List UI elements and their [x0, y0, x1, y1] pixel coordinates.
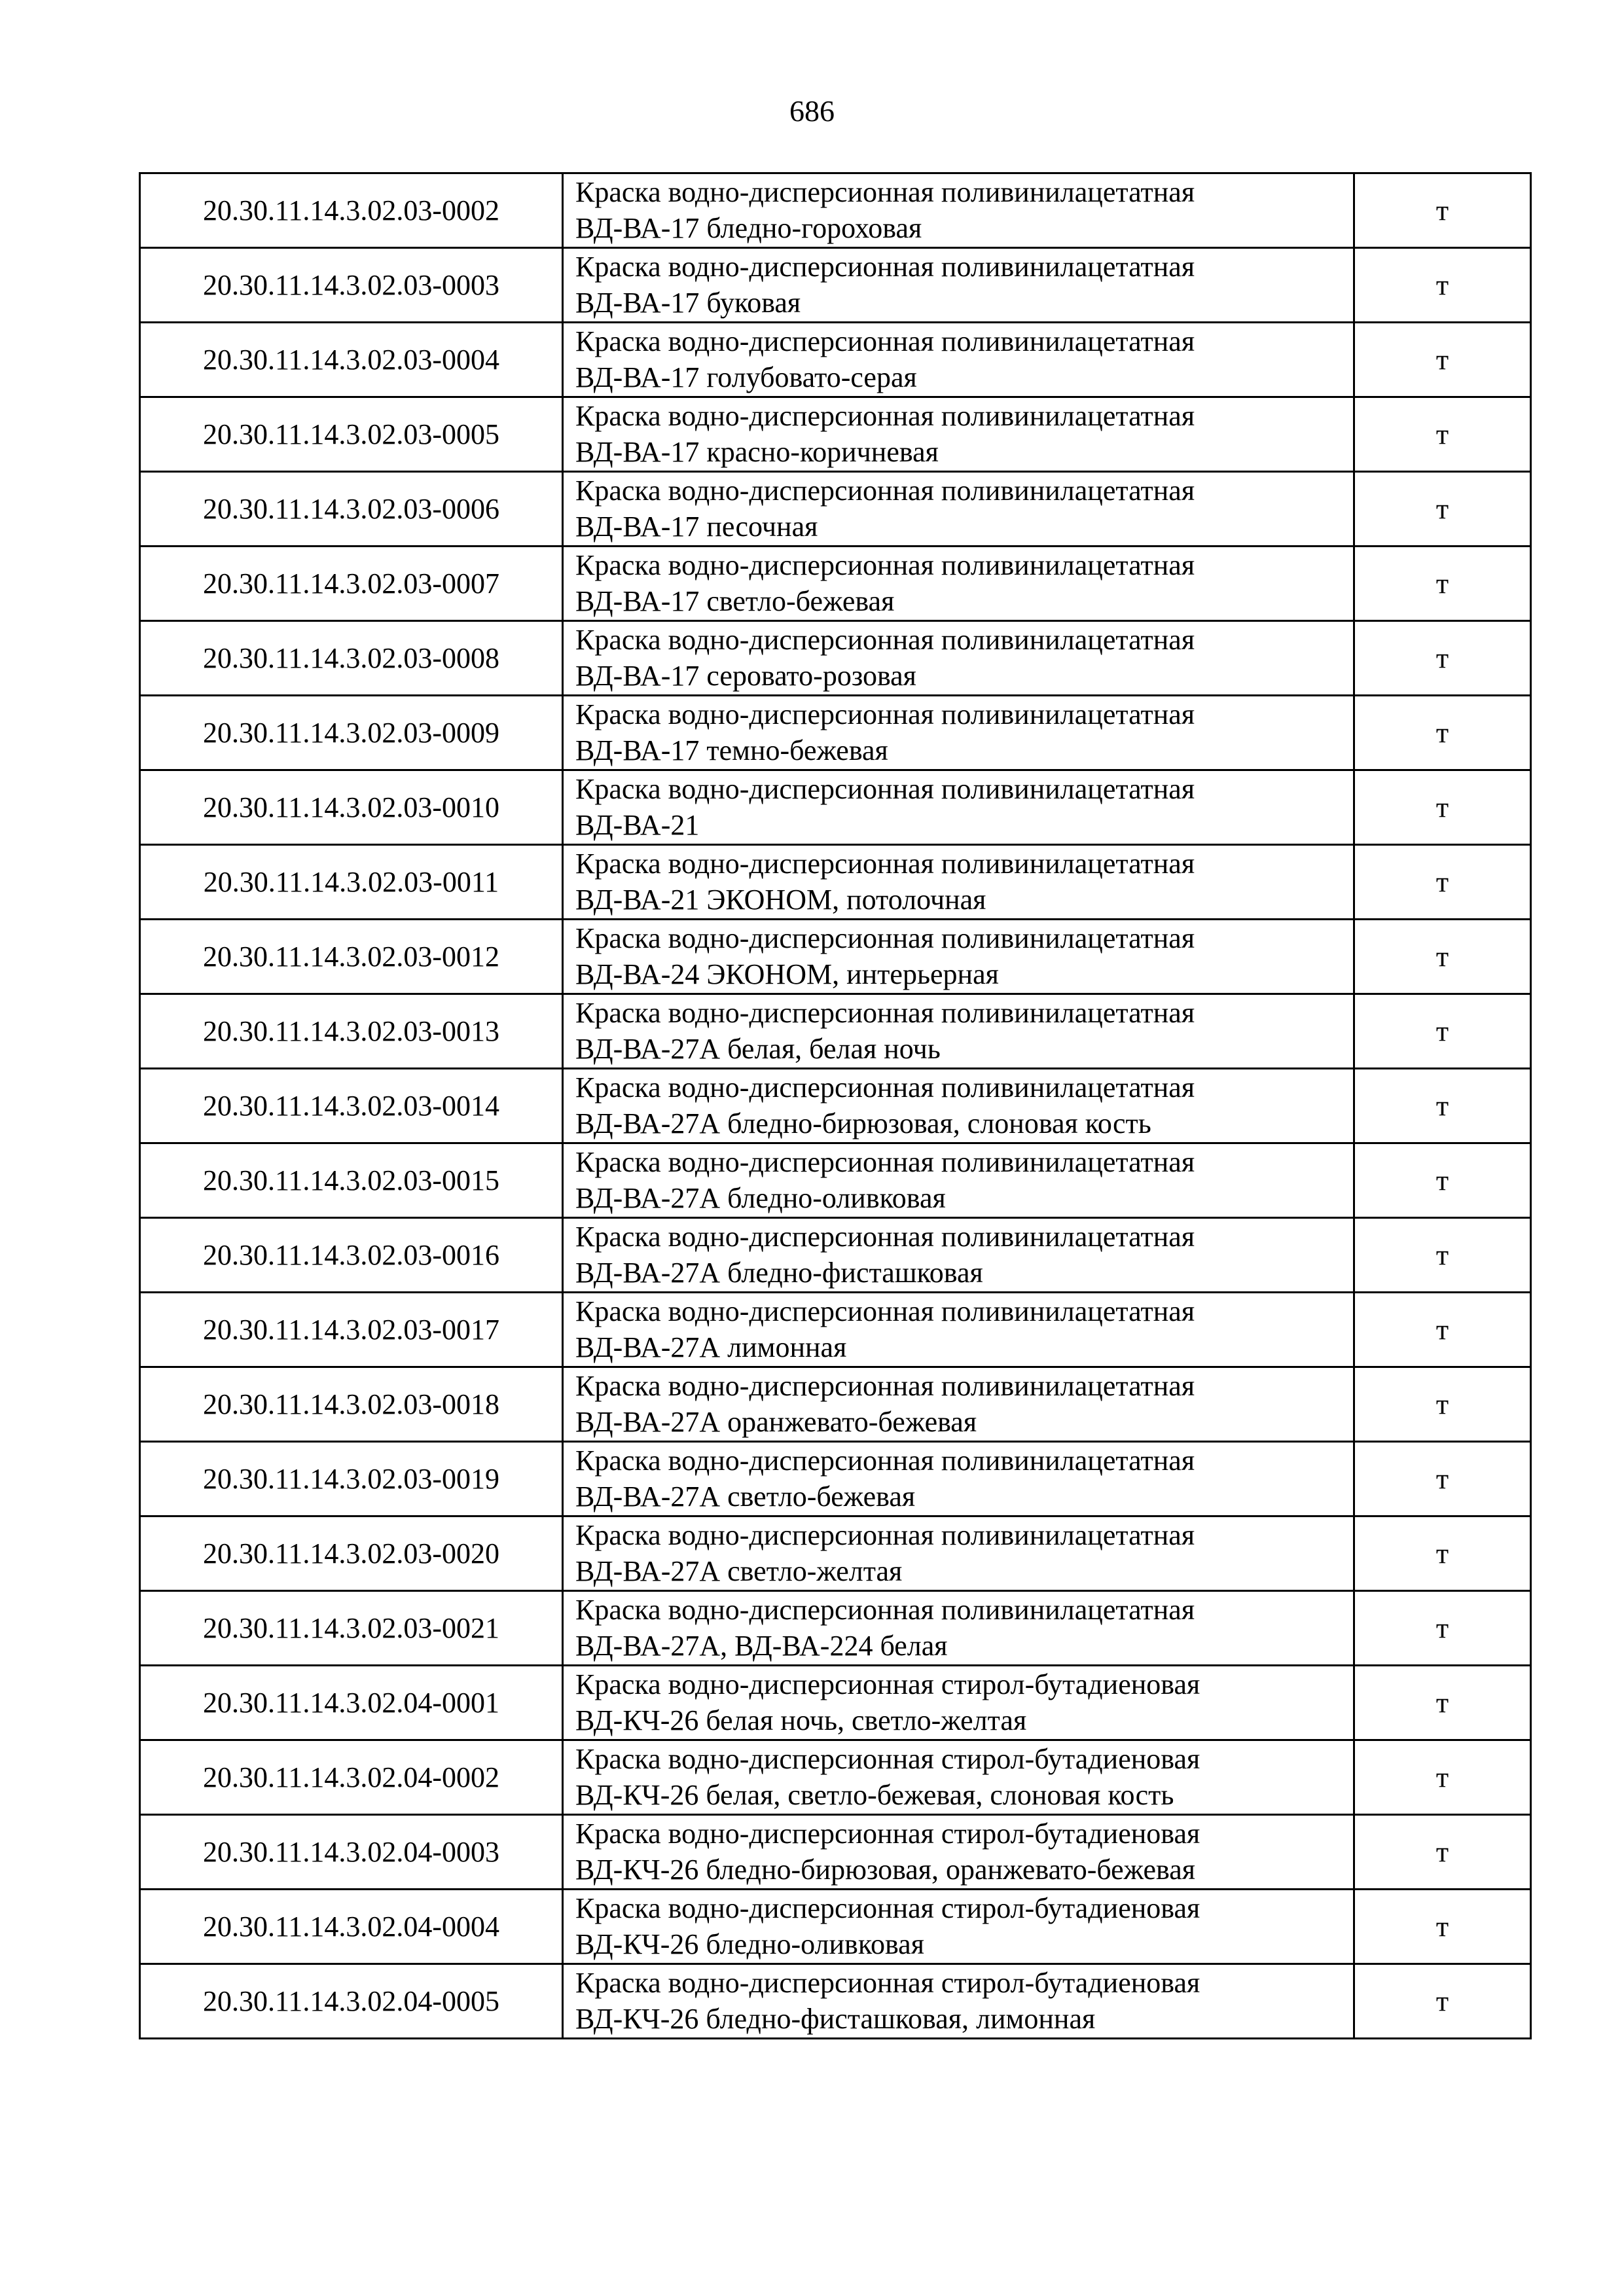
resource-code-cell: 20.30.11.14.3.02.03-0009 — [140, 696, 563, 770]
table-row — [140, 1367, 1531, 1442]
table-row — [140, 994, 1531, 1069]
resource-code-cell: 20.30.11.14.3.02.03-0016 — [140, 1218, 563, 1293]
unit-cell: т — [1354, 547, 1531, 621]
resource-name-line-1: Краска водно-дисперсионная поливинилацетатная — [575, 848, 1195, 880]
unit-cell: т — [1354, 1218, 1531, 1293]
table-row — [140, 920, 1531, 994]
resource-name-cell — [563, 1964, 1354, 2039]
resource-name-line-1: Краска водно-дисперсионная стирол-бутадиеновая — [575, 1967, 1200, 1999]
resource-code-cell: 20.30.11.14.3.02.03-0005 — [140, 397, 563, 472]
table-row — [140, 397, 1531, 472]
page-number: 686 — [789, 94, 835, 128]
resource-name-line-1: Краска водно-дисперсионная поливинилацетатная — [575, 1221, 1195, 1253]
resource-code-cell: 20.30.11.14.3.02.04-0001 — [140, 1666, 563, 1740]
resource-name-line-2: ВД-КЧ-26 бледно-бирюзовая, оранжевато-бежевая — [575, 1854, 1195, 1886]
resource-name-cell — [563, 472, 1354, 547]
catalog-table — [139, 172, 1532, 2039]
resource-name-line-1: Краска водно-дисперсионная стирол-бутадиеновая — [575, 1892, 1200, 1924]
resource-name-line-1: Краска водно-дисперсионная поливинилацетатная — [575, 1295, 1195, 1327]
resource-name-cell — [563, 920, 1354, 994]
catalog-table-body — [140, 173, 1531, 2039]
resource-name-cell — [563, 248, 1354, 323]
resource-name-line-2: ВД-КЧ-26 бледно-оливковая — [575, 1928, 924, 1960]
resource-name-line-2: ВД-ВА-27А лимонная — [575, 1331, 847, 1363]
resource-code-cell: 20.30.11.14.3.02.04-0002 — [140, 1740, 563, 1815]
table-row — [140, 547, 1531, 621]
resource-code-cell: 20.30.11.14.3.02.03-0002 — [140, 173, 563, 248]
resource-name-line-1: Краска водно-дисперсионная поливинилацетатная — [575, 549, 1195, 581]
resource-name-line-2: ВД-ВА-17 буковая — [575, 287, 801, 319]
resource-code-cell: 20.30.11.14.3.02.04-0003 — [140, 1815, 563, 1890]
table-row — [140, 1293, 1531, 1367]
unit-cell: т — [1354, 1890, 1531, 1964]
resource-name-line-1: Краска водно-дисперсионная поливинилацетатная — [575, 1519, 1195, 1551]
unit-cell: т — [1354, 1293, 1531, 1367]
resource-name-cell — [563, 770, 1354, 845]
resource-name-line-2: ВД-ВА-27А бледно-фисташковая — [575, 1257, 983, 1289]
table-row — [140, 1442, 1531, 1516]
resource-code-cell: 20.30.11.14.3.02.03-0004 — [140, 323, 563, 397]
resource-name-line-1: Краска водно-дисперсионная поливинилацетатная — [575, 997, 1195, 1029]
resource-name-cell — [563, 1666, 1354, 1740]
resource-name-cell — [563, 994, 1354, 1069]
table-row — [140, 1069, 1531, 1143]
unit-cell: т — [1354, 1740, 1531, 1815]
unit-cell: т — [1354, 397, 1531, 472]
resource-name-line-1: Краска водно-дисперсионная поливинилацетатная — [575, 922, 1195, 954]
unit-cell: т — [1354, 845, 1531, 920]
table-row — [140, 1218, 1531, 1293]
unit-cell: т — [1354, 1591, 1531, 1666]
resource-name-cell — [563, 1516, 1354, 1591]
resource-name-line-2: ВД-ВА-21 ЭКОНОМ, потолочная — [575, 884, 986, 916]
resource-name-cell — [563, 845, 1354, 920]
resource-name-line-1: Краска водно-дисперсионная поливинилацетатная — [575, 698, 1195, 730]
unit-cell: т — [1354, 323, 1531, 397]
table-row — [140, 1516, 1531, 1591]
table-row — [140, 472, 1531, 547]
resource-name-line-1: Краска водно-дисперсионная поливинилацетатная — [575, 475, 1195, 507]
unit-cell: т — [1354, 1442, 1531, 1516]
resource-name-cell — [563, 1218, 1354, 1293]
resource-name-cell — [563, 1442, 1354, 1516]
resource-name-line-2: ВД-ВА-17 красно-коричневая — [575, 436, 939, 468]
resource-name-line-2: ВД-КЧ-26 белая, светло-бежевая, слоновая кость — [575, 1779, 1174, 1811]
table-row — [140, 323, 1531, 397]
resource-name-cell — [563, 696, 1354, 770]
resource-code-cell: 20.30.11.14.3.02.03-0020 — [140, 1516, 563, 1591]
table-row — [140, 1143, 1531, 1218]
resource-name-line-2: ВД-ВА-17 светло-бежевая — [575, 585, 895, 617]
unit-cell: т — [1354, 994, 1531, 1069]
table-row — [140, 621, 1531, 696]
resource-name-line-2: ВД-ВА-27А белая, белая ночь — [575, 1033, 941, 1065]
table-row — [140, 845, 1531, 920]
table-row — [140, 248, 1531, 323]
resource-code-cell: 20.30.11.14.3.02.03-0012 — [140, 920, 563, 994]
resource-name-line-1: Краска водно-дисперсионная поливинилацетатная — [575, 325, 1195, 357]
resource-name-cell — [563, 1815, 1354, 1890]
resource-name-line-2: ВД-ВА-27А бледно-бирюзовая, слоновая кость — [575, 1107, 1151, 1139]
resource-code-cell: 20.30.11.14.3.02.03-0019 — [140, 1442, 563, 1516]
unit-cell: т — [1354, 1516, 1531, 1591]
resource-name-line-1: Краска водно-дисперсионная поливинилацетатная — [575, 1071, 1195, 1103]
resource-code-cell: 20.30.11.14.3.02.03-0011 — [140, 845, 563, 920]
table-row — [140, 1890, 1531, 1964]
table-row — [140, 1666, 1531, 1740]
resource-name-line-2: ВД-ВА-27А светло-бежевая — [575, 1480, 916, 1513]
resource-name-line-2: ВД-ВА-24 ЭКОНОМ, интерьерная — [575, 958, 999, 990]
resource-name-line-1: Краска водно-дисперсионная поливинилацетатная — [575, 1370, 1195, 1402]
unit-cell: т — [1354, 920, 1531, 994]
resource-code-cell: 20.30.11.14.3.02.03-0015 — [140, 1143, 563, 1218]
resource-name-cell — [563, 1890, 1354, 1964]
resource-name-line-2: ВД-КЧ-26 бледно-фисташковая, лимонная — [575, 2003, 1096, 2035]
resource-name-cell — [563, 1293, 1354, 1367]
resource-code-cell: 20.30.11.14.3.02.03-0008 — [140, 621, 563, 696]
resource-name-line-1: Краска водно-дисперсионная стирол-бутадиеновая — [575, 1818, 1200, 1850]
unit-cell: т — [1354, 472, 1531, 547]
unit-cell: т — [1354, 770, 1531, 845]
resource-code-cell: 20.30.11.14.3.02.03-0014 — [140, 1069, 563, 1143]
resource-name-cell — [563, 323, 1354, 397]
resource-name-cell — [563, 1143, 1354, 1218]
resource-code-cell: 20.30.11.14.3.02.03-0010 — [140, 770, 563, 845]
resource-name-line-2: ВД-ВА-27А оранжевато-бежевая — [575, 1406, 977, 1438]
resource-name-line-1: Краска водно-дисперсионная поливинилацетатная — [575, 176, 1195, 208]
resource-name-line-1: Краска водно-дисперсионная поливинилацетатная — [575, 251, 1195, 283]
table-row — [140, 1740, 1531, 1815]
resource-code-cell: 20.30.11.14.3.02.03-0018 — [140, 1367, 563, 1442]
table-row — [140, 1964, 1531, 2039]
unit-cell: т — [1354, 173, 1531, 248]
resource-code-cell: 20.30.11.14.3.02.03-0006 — [140, 472, 563, 547]
resource-name-line-2: ВД-ВА-27А бледно-оливковая — [575, 1182, 946, 1214]
resource-name-line-2: ВД-ВА-27А, ВД-ВА-224 белая — [575, 1630, 948, 1662]
resource-name-line-1: Краска водно-дисперсионная поливинилацетатная — [575, 624, 1195, 656]
resource-name-line-2: ВД-ВА-17 песочная — [575, 511, 818, 543]
resource-name-line-1: Краска водно-дисперсионная поливинилацетатная — [575, 1444, 1195, 1477]
table-row — [140, 770, 1531, 845]
resource-code-cell: 20.30.11.14.3.02.04-0004 — [140, 1890, 563, 1964]
resource-name-line-2: ВД-ВА-21 — [575, 809, 700, 841]
resource-name-line-1: Краска водно-дисперсионная поливинилацетатная — [575, 1594, 1195, 1626]
resource-code-cell: 20.30.11.14.3.02.03-0017 — [140, 1293, 563, 1367]
resource-name-line-1: Краска водно-дисперсионная поливинилацетатная — [575, 1146, 1195, 1178]
unit-cell: т — [1354, 1367, 1531, 1442]
resource-name-line-2: ВД-ВА-17 темно-бежевая — [575, 734, 888, 766]
resource-code-cell: 20.30.11.14.3.02.03-0013 — [140, 994, 563, 1069]
resource-name-cell — [563, 547, 1354, 621]
resource-code-cell: 20.30.11.14.3.02.03-0007 — [140, 547, 563, 621]
resource-code-cell: 20.30.11.14.3.02.03-0003 — [140, 248, 563, 323]
resource-name-line-1: Краска водно-дисперсионная поливинилацетатная — [575, 400, 1195, 432]
resource-name-cell — [563, 173, 1354, 248]
resource-code-cell: 20.30.11.14.3.02.04-0005 — [140, 1964, 563, 2039]
unit-cell: т — [1354, 248, 1531, 323]
resource-name-line-1: Краска водно-дисперсионная поливинилацетатная — [575, 773, 1195, 805]
resource-name-line-2: ВД-КЧ-26 белая ночь, светло-желтая — [575, 1704, 1027, 1736]
resource-name-cell — [563, 1367, 1354, 1442]
table-row — [140, 1815, 1531, 1890]
resource-name-line-2: ВД-ВА-17 голубовато-серая — [575, 361, 917, 393]
unit-cell: т — [1354, 1815, 1531, 1890]
unit-cell: т — [1354, 696, 1531, 770]
resource-code-cell: 20.30.11.14.3.02.03-0021 — [140, 1591, 563, 1666]
resource-name-line-1: Краска водно-дисперсионная стирол-бутадиеновая — [575, 1743, 1200, 1775]
resource-name-cell — [563, 621, 1354, 696]
unit-cell: т — [1354, 1143, 1531, 1218]
unit-cell: т — [1354, 621, 1531, 696]
resource-name-cell — [563, 1069, 1354, 1143]
resource-name-line-2: ВД-ВА-27А светло-желтая — [575, 1555, 903, 1587]
table-row — [140, 696, 1531, 770]
resource-name-line-2: ВД-ВА-17 серовато-розовая — [575, 660, 916, 692]
resource-name-line-2: ВД-ВА-17 бледно-гороховая — [575, 212, 922, 244]
resource-name-cell — [563, 1591, 1354, 1666]
unit-cell: т — [1354, 1964, 1531, 2039]
table-row — [140, 173, 1531, 248]
unit-cell: т — [1354, 1069, 1531, 1143]
resource-name-cell — [563, 1740, 1354, 1815]
table-row — [140, 1591, 1531, 1666]
unit-cell: т — [1354, 1666, 1531, 1740]
resource-name-cell — [563, 397, 1354, 472]
resource-name-line-1: Краска водно-дисперсионная стирол-бутадиеновая — [575, 1668, 1200, 1700]
